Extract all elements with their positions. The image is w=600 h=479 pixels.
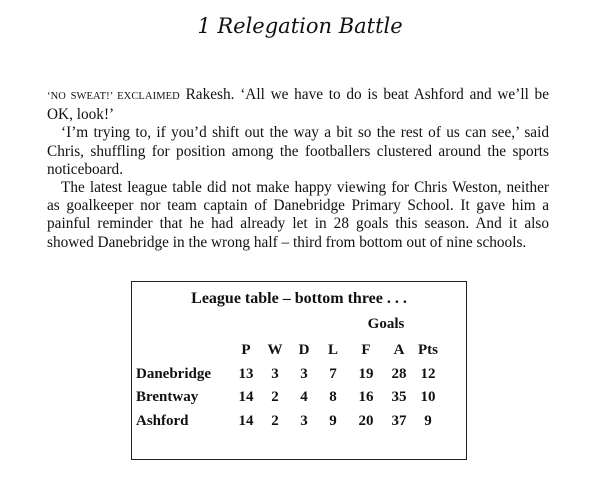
table-cell: 3 [300,365,308,382]
table-row [136,386,442,410]
column-header: W [267,342,283,359]
table-header-row [136,339,442,363]
table-cell: 2 [271,389,279,406]
team-column-header [136,339,232,363]
paragraph-1 [47,86,549,124]
chapter-title: 1 Relegation Battle [197,14,403,38]
table-cell: 7 [329,365,337,382]
goals-header: Goals [367,316,405,332]
table-cell: 3 [271,365,279,382]
table-cell: 37 [391,412,407,429]
table-cell: 2 [271,412,279,429]
team-name: Ashford [136,412,189,429]
league-table-caption: League table – bottom three . . . [191,290,407,307]
paragraph-1-text: Rakesh. ‘All we have to do is beat Ashford and we’ll be OK, look!’ [47,86,549,124]
table-cell: 12 [420,365,436,382]
table-cell: 13 [238,365,254,382]
table-cell: 14 [238,412,254,429]
table-row [136,410,442,434]
story-text [47,86,549,252]
column-header: P [241,342,251,359]
table-row [136,363,442,387]
table-cell: 16 [358,389,374,406]
column-header: A [393,342,405,359]
paragraph-3: The latest league table did not make happy viewing for Chris Weston, neither as goalkeeper nor team captain of Danebridge Primary School. It gave him a painful reminder that he had already let in 28 goals this season. And it also showed Danebridge in the wrong half – third from bottom out of nine schools. [47,179,549,251]
league-table [136,339,442,433]
table-cell: 8 [329,389,337,406]
table-cell: 20 [358,412,374,429]
team-name: Danebridge [136,365,211,382]
opening-smallcaps: ‘NO SWEAT!’ EXCLAIMED [47,91,180,102]
table-cell: 10 [420,389,436,406]
table-cell: 19 [358,365,374,382]
table-cell: 35 [391,389,407,406]
table-cell: 9 [329,412,337,429]
table-cell: 9 [424,412,432,429]
team-name: Brentway [136,389,199,406]
column-header: F [361,342,371,359]
league-table-box [131,281,467,460]
paragraph-2: ‘I’m trying to, if you’d shift out the way a bit so the rest of us can see,’ said Chris, shuffling for position among the footballers clustered around the sports noticeboard. [47,124,549,178]
table-cell: 14 [238,389,254,406]
column-header: L [327,342,338,359]
table-cell: 3 [300,412,308,429]
column-header: Pts [418,342,438,359]
table-cell: 4 [300,389,308,406]
table-cell: 28 [391,365,407,382]
column-header: D [298,342,310,359]
